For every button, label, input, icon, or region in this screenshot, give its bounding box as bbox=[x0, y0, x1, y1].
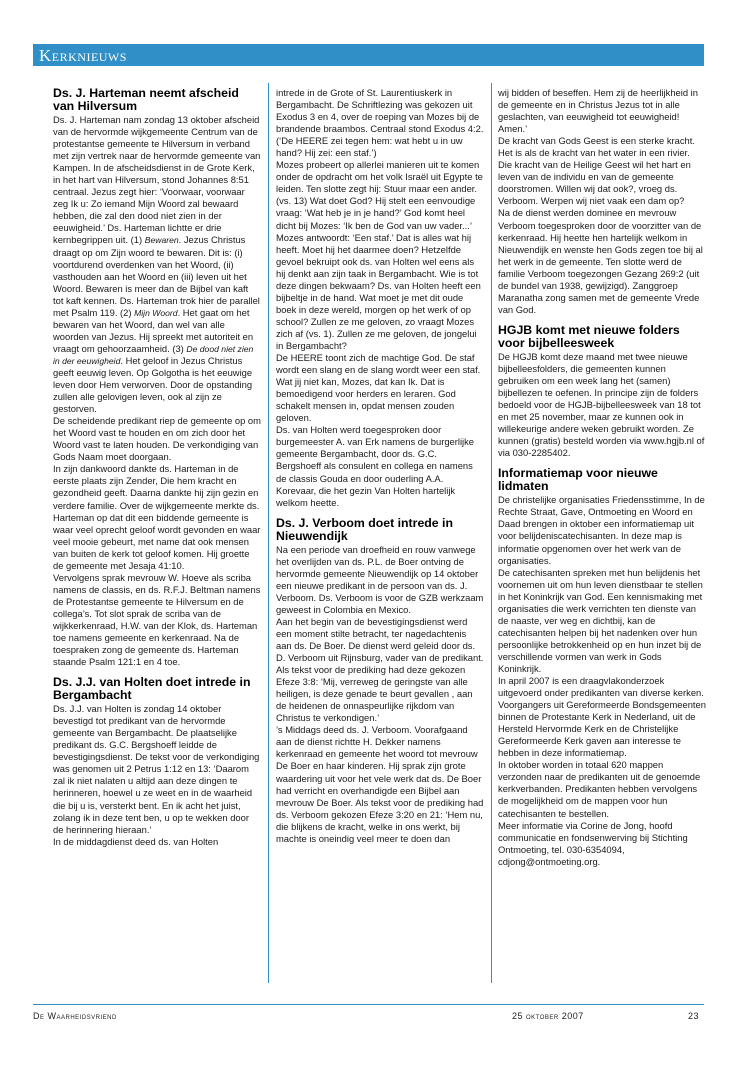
article-paragraph: In de middagdienst deed ds. van Holten bbox=[53, 835, 219, 847]
column-2 bbox=[276, 87, 484, 987]
page-number: 23 bbox=[688, 1011, 700, 1021]
section-title: Kerknieuws bbox=[39, 46, 127, 65]
article-paragraph: Ds. J. Harteman nam zondag 13 oktober afscheid van de hervormde wijkgemeente Centrum van de protestantse gemeente te Hilversum in verband met zijn vertrek naar de hervormde gemeente van Kampen. In de afscheidsdienst in de Grote Kerk, in het hart van Hilversum, stond Johannes 8:51 centraal. Jezus zegt hier: ‘Voorwaar, voorwaar zeg Ik u: Zo iemand Mijn Woord zal bewaard hebben, die zal den dood niet zien in der eeuwigheid.’ Ds. Harteman lichtte er drie kernbegrippen uit. (1) Bewaren. Jezus Christus draagt op om Zijn woord te bewaren. Dit is: (i) voortdurend overdenken van het Woord, (ii) vasthouden aan het Woord en (iii) leven uit het Woord. Bewaren is meer dan de Bijbel van kaft tot kaft kennen. Ds. Harteman trok hier de parallel met Psalm 119. (2) Mijn Woord. Het gaat om het bewaren van het Woord, dan wel van alle woorden van Jezus. Hij spreekt met autoriteit en vraagt om gehoorzaamheid. (3) De dood niet zien in der eeuwigheid. Het geloof in Jezus Christus geeft eeuwig leven. Op Golgotha is het eeuwige leven door Hem verworven. Door de opstanding zullen alle gelovigen leven, ook al zijn ze gestorven. bbox=[53, 114, 261, 415]
article-paragraph: Aan het begin van de bevestigingsdienst werd een moment stilte betracht, ter nagedachtenis aan ds. De Boer. De dienst werd geleid door ds. D. Verboom uit Rijnsburg, vader van de predikant. Als tekst voor de prediking had deze gekozen Efeze 3:8: ‘Mij, verreweg de geringste van alle heiligen, is deze genade te beurt gevallen , aan de heidenen de onnaspeurlijke rijkdom van Christus te verkondigen.’ bbox=[276, 615, 484, 724]
article-title-hgjb: HGJB komt met nieuwe folders voor bijbelleesweek bbox=[498, 322, 680, 350]
article-paragraph: ’s Middags deed ds. J. Verboom. Voorafgaand aan de dienst richtte H. Dekker namens kerkenraad en gemeente het woord tot mevrouw De Boer en haar kinderen. Hij sprak zijn grote waardering uit voor het vele werk dat ds. De Boer had verricht en overhandigde een Bijbel aan mevrouw De Boer. Als tekst voor de prediking had ds. Verboom gekozen Efeze 3:20 en 21: ‘Hem nu, die blijkens de kracht, welke in ons werkt, bij machte is oneindig veel meer te doen dan bbox=[276, 724, 484, 844]
publication-name: De Waarheidsvriend bbox=[33, 1011, 117, 1021]
column-3 bbox=[498, 87, 706, 987]
footer-rule bbox=[33, 1004, 704, 1005]
article-paragraph: intrede in de Grote of St. Laurentiuskerk in Bergambacht. De Schriftlezing was gekozen uit Exodus 3 en 4, over de roeping van Mozes bij de brandende braambos. Centraal stond Exodus 4:2. (‘De HEERE zei tegen hem: wat hebt u in uw hand? Hij zei: een staf.’) bbox=[276, 87, 484, 159]
article-paragraph: Ds. van Holten werd toegesproken door burgemeester A. van Erk namens de burgerlijke gemeente Bergambacht, door ds. G.C. Bergshoeff als consulent en collega en namens de classis Gouda en door ouderling A.A. Korevaar, die het gezin Van Holten hartelijk welkom heette. bbox=[276, 424, 475, 508]
article-paragraph: Na een periode van droefheid en rouw vanwege het overlijden van ds. P.L. de Boer ontving de hervormde gemeente Nieuwendijk op 14 oktober een nieuwe predikant in de persoon van ds. J. Verboom. Ds. Verboom is voor de GZB werkzaam geweest in Colombia en Mexico. bbox=[276, 543, 484, 615]
article-paragraph: De HEERE toont zich de machtige God. De staf wordt een slang en de slang wordt weer een staf. Wat jij niet kan, Mozes, dat kan Ik. Dat is bemoedigend voor herders en leraren. God schakelt mensen in, opdat mensen zouden geloven. bbox=[276, 352, 481, 424]
article-title-harteman: Ds. J. Harteman neemt afscheid van Hilversum bbox=[53, 87, 239, 113]
article-paragraph: wij bidden of beseffen. Hem zij de heerlijkheid in de gemeente en in Christus Jezus tot in alle geslachten, van eeuwigheid tot eeuwigheid! Amen.’ bbox=[498, 87, 698, 135]
article-paragraph: In oktober worden in totaal 620 mappen verzonden naar de predikanten uit de genoemde kerkverbanden. Predikanten hebben vervolgens de mogelijkheid om de mappen voor hun catechisanten te bestellen. bbox=[498, 759, 701, 819]
article-paragraph: In april 2007 is een draagvlakonderzoek uitgevoerd onder predikanten van diverse kerken. Voorgangers uit Gereformeerde Bondsgemeenten binnen de Protestante Kerk in Nederland, uit de Hersteld Hervormde Kerk en de Christelijke Gereformeerde Kerk gaven aan interesse te hebben in deze informatiemap. bbox=[498, 675, 706, 759]
column-divider bbox=[491, 83, 492, 983]
article-title-van-holten: Ds. J.J. van Holten doet intrede in Bergambacht bbox=[53, 675, 251, 703]
article-paragraph: Ds. J.J. van Holten is zondag 14 oktober bevestigd tot predikant van de hervormde gemeente van Bergambacht. De plaatselijke predikant ds. G.C. Bergshoeff leidde de bevestigingsdienst. De tekst voor de verkondiging was genomen uit 2 Petrus 1:12 en 13: ‘Daarom zal ik niet nalaten u altijd aan deze dingen te herinneren, hoewel u ze weet en in de waarheid die bij u is, versterkt bent. En ik acht het juist, zolang ik in deze tent ben, u op te wekken door de herinnering hieraan.’ bbox=[53, 703, 260, 835]
issue-date: 25 oktober 2007 bbox=[512, 1011, 584, 1021]
article-paragraph: In zijn dankwoord dankte ds. Harteman in de eerste plaats zijn Zender, Die hem kracht en gezondheid geeft. Daarna dankte hij zijn gezin en verdere familie. Over de wijkgemeente merkte ds. Harteman op dat dit een biddende gemeente is waar veel oprecht geloof wordt gevonden en waar veel mooie gebeurt, met name dat ook mensen van buiten de kerk tot geloof komen. Hij groette de gemeente met Jesaja 41:10. bbox=[53, 463, 261, 571]
article-paragraph: De catechisanten spreken met hun belijdenis het voornemen uit om hun leven dienstbaar te stellen in het Koninkrijk van God. Een kennismaking met organisaties die werk verrichten ten dienste van de naaste, ver weg en dichtbij, kan de catechisanten helpen bij het nadenken over hun persoonlijke betrokkenheid op en hun inzet bij de verschillende vormen van werk in Gods Koninkrijk. bbox=[498, 566, 703, 674]
article-paragraph: Meer informatie via Corine de Jong, hoofd communicatie en fondsenwerving bij Stichting Ontmoeting, tel. 030-6354094, cdjong@ontmoeting.org. bbox=[498, 819, 688, 867]
article-paragraph: De HGJB komt deze maand met twee nieuwe bijbelleesfolders, die gemeenten kunnen gebruiken om een week lang het (samen) bijbellezen te oefenen. In principe zijn de folders bedoeld voor de HGJB-bijbelleesweek van 18 tot en met 25 november, maar ze kunnen ook in willekeurige andere weken gebruikt worden. Ze kunnen (gratis) besteld worden via www.hgjb.nl of via 030-2285402. bbox=[498, 350, 705, 459]
column-divider bbox=[268, 83, 269, 983]
article-paragraph: De kracht van Gods Geest is een sterke kracht. Het is als de kracht van het water in een rivier. Die kracht van de Heilige Geest wil het hart en leven van de individu en van de gemeente doorstromen. Willen wij dat ook?, vroeg ds. Verboom. Werpen wij niet vaak een dam op? bbox=[498, 135, 695, 207]
article-paragraph: Mozes probeert op allerlei manieren uit te komen onder de opdracht om het volk Israël uit Egypte te leiden. Ten slotte zegt hij: Stuur maar een ander. (vs. 13) Wat doet God? Hij stelt een eenvoudige vraag: ‘Wat heb je in je hand?’ God komt heel dicht bij Mozes: ‘Ik ben de God van uw vader...’ Mozes antwoordt: ‘Een staf.’ Dat is alles wat hij heeft. Moet hij het daarmee doen? Hetzelfde gevoel bekruipt ook ds. van Holten wel eens als hij denkt aan zijn taak in Bergambacht. Wie is tot deze dingen bekwaam? Ds. van Holten heeft een bijbeltje in de hand. Wat moet je met dit oude boek in deze wereld, morgen op het werk of op school? Zullen ze me geloven, zo vraagt Mozes zich af (vs. 1). Zullen ze me geloven, de jongelui in Bergambacht? bbox=[276, 159, 483, 351]
column-1 bbox=[53, 87, 261, 987]
article-paragraph: De scheidende predikant riep de gemeente op om het Woord vast te houden en om zich door het Woord vast te laten houden. De verkondiging van Gods Naam moet doorgaan. bbox=[53, 415, 261, 463]
article-paragraph: Vervolgens sprak mevrouw W. Hoeve als scriba namens de classis, en ds. R.F.J. Beltman namens de Protestantse gemeente te Hilversum en de collega’s. Tot slot sprak de scriba van de wijkkerkenraad, H.W. van der Klok, ds. Harteman toe namens gemeente en kerkenraad. Na de toespraken zong de gemeente ds. Harteman staande Psalm 121:1 en 4 toe. bbox=[53, 571, 261, 668]
article-paragraph: De christelijke organisaties Friedensstimme, In de Rechte Straat, Gave, Ontmoeting en Woord en Daad brengen in oktober een informatiemap uit voor belijdeniscatechisanten. In deze map is informatie opgenomen over het werk van de organisaties. bbox=[498, 494, 705, 566]
article-paragraph: Na de dienst werden dominee en mevrouw Verboom toegesproken door de voorzitter van de kerkenraad. Hij heette hen hartelijk welkom in Nieuwendijk en wenste hen Gods zegen toe bij al het werk in de gemeente. Ten slotte werd de familie Verboom toegezongen Gezang 269:2 (uit de bundel van 1938, gewijzigd). Zanggroep Maranatha zong samen met de gemeente Vrede van God. bbox=[498, 207, 703, 315]
article-title-informatiemap: Informatiemap voor nieuwe lidmaten bbox=[498, 466, 658, 494]
article-title-verboom: Ds. J. Verboom doet intrede in Nieuwendijk bbox=[276, 515, 453, 543]
section-banner bbox=[33, 44, 704, 66]
